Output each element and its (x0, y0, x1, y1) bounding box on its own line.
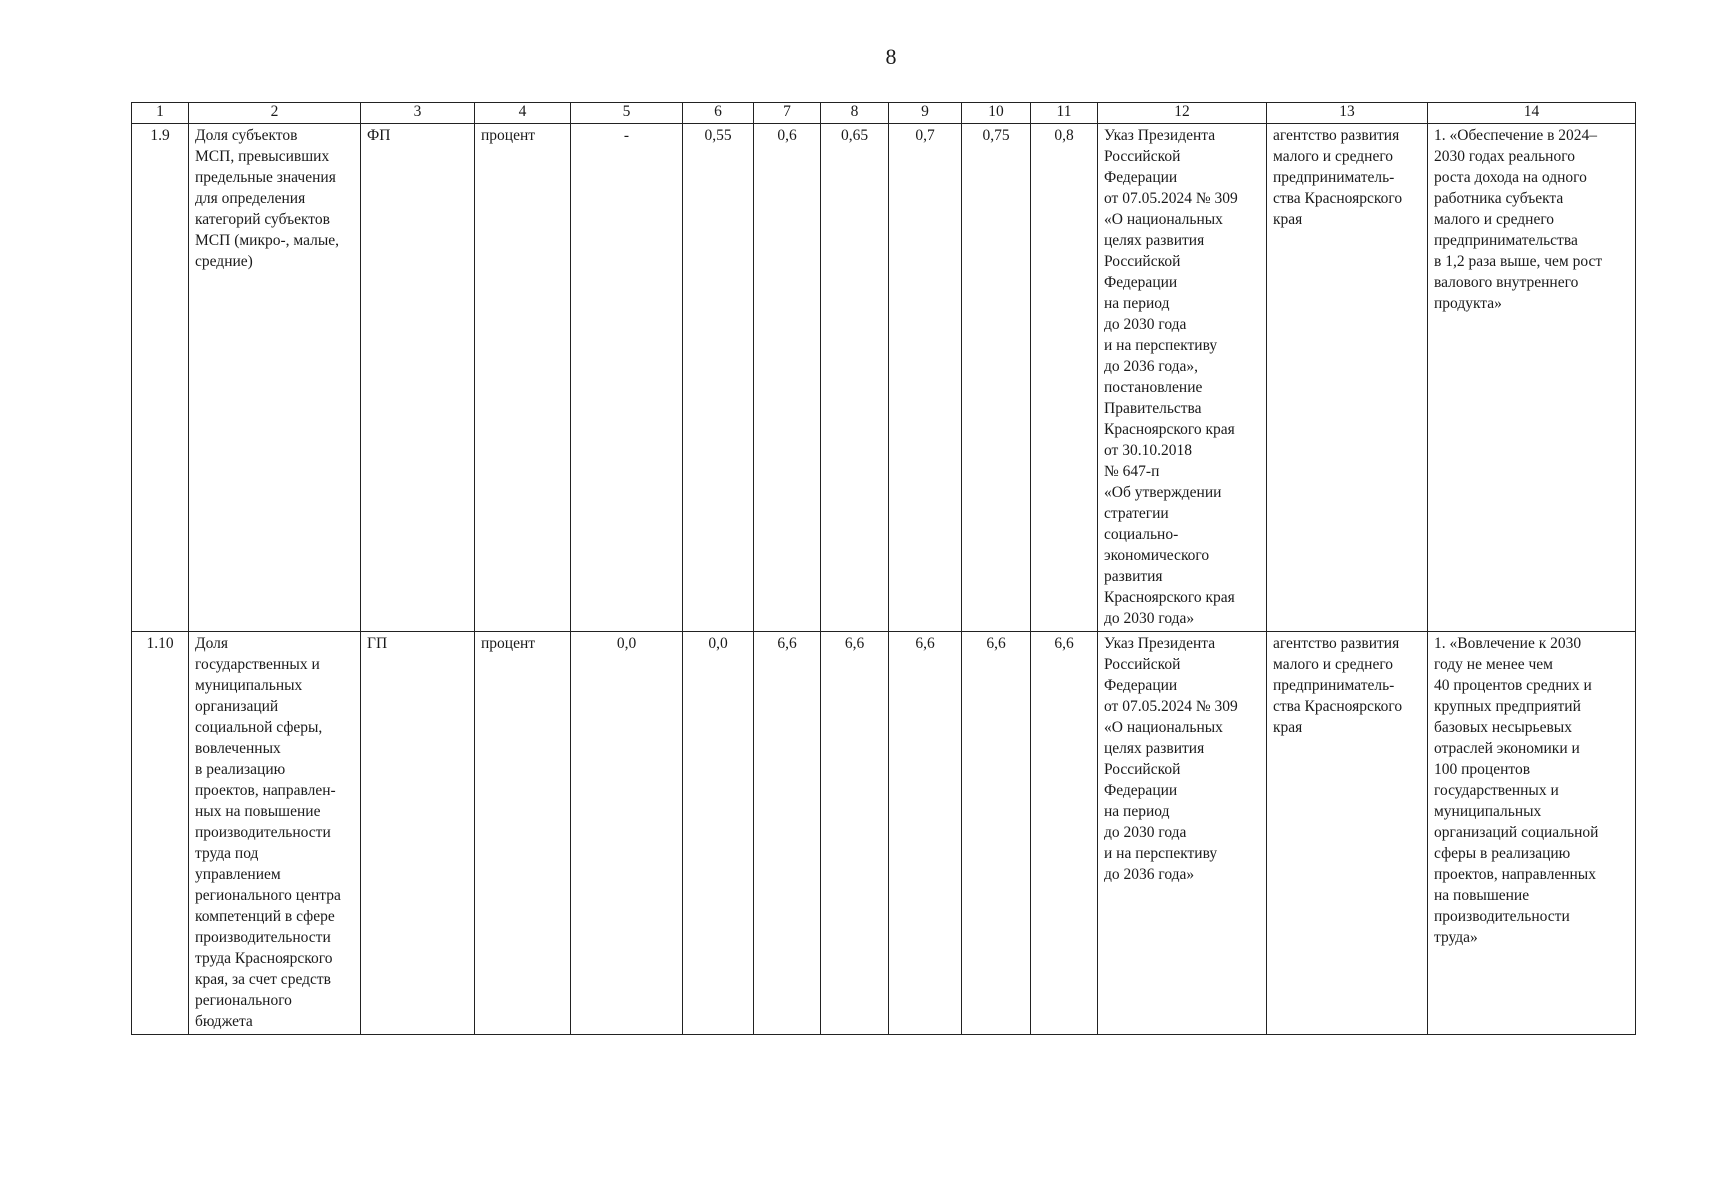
column-header: 14 (1428, 103, 1636, 124)
value-col-7: 6,6 (754, 632, 821, 1035)
indicator-name: Доля государственных и муниципальных организаций социальной сферы, вовлеченных в реализацию проектов, направлен- ных на повышение производительности труда под управлением регионального центра компетенций в сфере производительности труда Красноярского края, за счет средств регионального бюджета (189, 632, 361, 1035)
column-header: 5 (571, 103, 683, 124)
indicator-type: ГП (361, 632, 475, 1035)
unit-of-measure: процент (475, 124, 571, 632)
value-col-10: 0,75 (962, 124, 1031, 632)
value-col-7: 0,6 (754, 124, 821, 632)
column-header: 7 (754, 103, 821, 124)
column-header: 8 (821, 103, 889, 124)
column-header: 9 (889, 103, 962, 124)
legal-documents: Указ Президента Российской Федерации от 07.05.2024 № 309 «О национальных целях развития Российской Федерации на период до 2030 года и на перспективу до 2036 года» (1098, 632, 1267, 1035)
value-col-6: 0,0 (683, 632, 754, 1035)
indicator-name: Доля субъектов МСП, превысивших предельные значения для определения категорий субъектов МСП (микро-, малые, средние) (189, 124, 361, 632)
value-col-6: 0,55 (683, 124, 754, 632)
table-row (132, 632, 1636, 1035)
column-header: 4 (475, 103, 571, 124)
value-col-9: 0,7 (889, 124, 962, 632)
value-col-11: 0,8 (1031, 124, 1098, 632)
column-header: 3 (361, 103, 475, 124)
table-header-row (132, 103, 1636, 124)
base-value: - (571, 124, 683, 632)
row-number: 1.9 (132, 124, 189, 632)
value-col-11: 6,6 (1031, 632, 1098, 1035)
value-col-8: 6,6 (821, 632, 889, 1035)
column-header: 11 (1031, 103, 1098, 124)
row-number: 1.10 (132, 632, 189, 1035)
indicators-table (131, 102, 1636, 1035)
column-header: 6 (683, 103, 754, 124)
national-goal: 1. «Обеспечение в 2024– 2030 годах реального роста дохода на одного работника субъекта малого и среднего предпринимательства в 1,2 раза выше, чем рост валового внутреннего продукта» (1428, 124, 1636, 632)
column-header: 12 (1098, 103, 1267, 124)
column-header: 1 (132, 103, 189, 124)
column-header: 2 (189, 103, 361, 124)
value-col-10: 6,6 (962, 632, 1031, 1035)
indicator-type: ФП (361, 124, 475, 632)
table-row (132, 124, 1636, 632)
base-value: 0,0 (571, 632, 683, 1035)
value-col-9: 6,6 (889, 632, 962, 1035)
national-goal: 1. «Вовлечение к 2030 году не менее чем 40 процентов средних и крупных предприятий базовых несырьевых отраслей экономики и 100 процентов государственных и муниципальных организаций социальной сферы в реализацию проектов, направленных на повышение производительности труда» (1428, 632, 1636, 1035)
legal-documents: Указ Президента Российской Федерации от 07.05.2024 № 309 «О национальных целях развития Российской Федерации на период до 2030 года и на перспективу до 2036 года», постановление Правительства Красноярского края от 30.10.2018 № 647-п «Об утверждении стратегии социально- экономического развития Красноярского края до 2030 года» (1098, 124, 1267, 632)
column-header: 13 (1267, 103, 1428, 124)
unit-of-measure: процент (475, 632, 571, 1035)
page-number: 8 (885, 44, 897, 69)
responsible-body: агентство развития малого и среднего предприниматель- ства Красноярского края (1267, 124, 1428, 632)
responsible-body: агентство развития малого и среднего предприниматель- ства Красноярского края (1267, 632, 1428, 1035)
value-col-8: 0,65 (821, 124, 889, 632)
column-header: 10 (962, 103, 1031, 124)
